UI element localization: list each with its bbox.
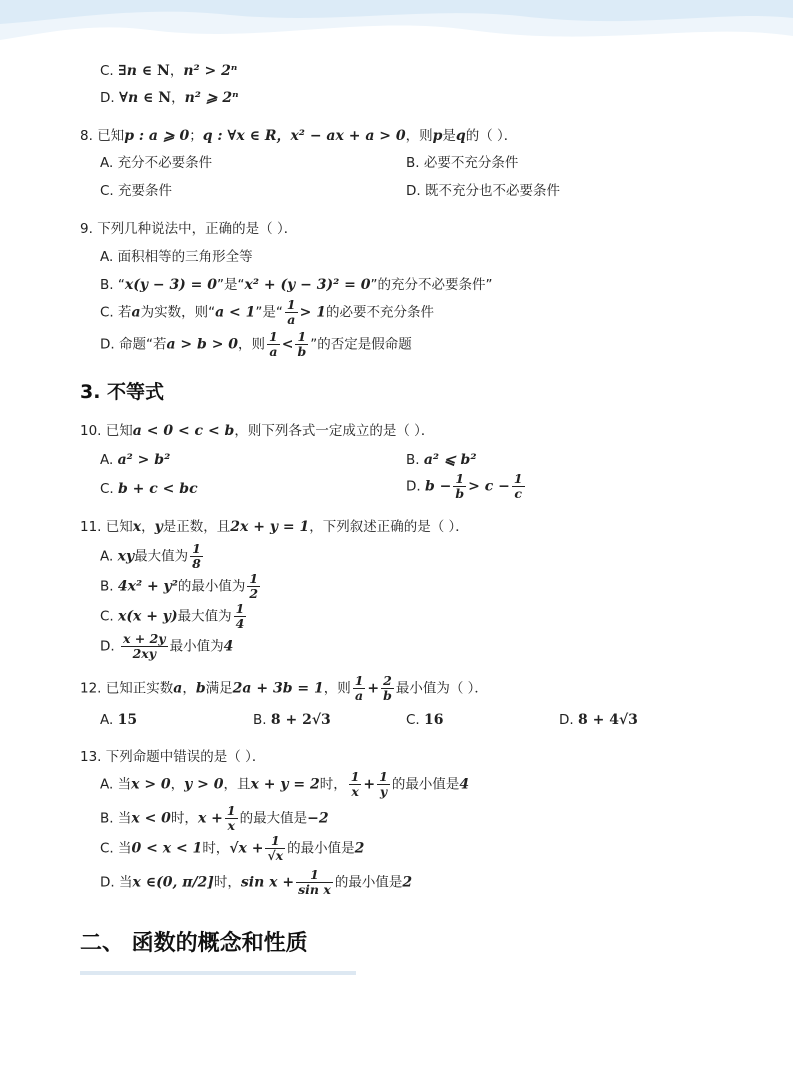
q9-option-c: C. 若a为实数，则“a < 1”是“ $\frac{1}{a}$ > 1的必要不充分条件 [100,297,434,327]
q11-option-b: B. 4x² + y²的最小值为 $\frac{1}{2}$ [100,571,259,601]
fraction: $\frac{1}{a}$ [269,329,278,359]
q11-option-a: A. xy最大值为 $\frac{1}{8}$ [100,541,201,571]
q8-option-d: D. 既不充分也不必要条件 [406,183,560,199]
fraction: $\frac{1}{y}$ [379,769,388,799]
header-wave-banner [0,0,793,58]
fraction: $\frac{1}{2}$ [249,571,259,601]
q10-option-d: D. b − $\frac{1}{b}$ > c − $\frac{1}{c}$ [406,471,523,501]
q9-option-d: D. 命题“若a > b > 0，则 $\frac{1}{a}$ < $\frac{1}{b}$ ”的否定是假命题 [100,329,412,359]
fraction: $\frac{1}{4}$ [235,601,245,631]
q12-option-b: B. 8 + 2√3 [253,712,331,728]
q10-option-b: B. a² ⩽ b² [406,452,477,468]
q9-option-b: B. “x(y − 3) = 0”是“x² + (y − 3)² = 0”的充分不必要条件” [100,277,493,293]
q9-option-a: A. 面积相等的三角形全等 [100,249,253,265]
q7-option-c: C. ∃n ∈ N，n² > 2ⁿ [100,63,238,79]
q11-option-d: D. $\frac{x + 2y}{2xy}$ 最小值为4 [100,631,234,661]
q10-option-a: A. a² > b² [100,452,171,468]
q13-option-d: D. 当x ∈(0, π/2]时，sin x + $\frac{1}{\text{sin x}}$ 的最小值是2 [100,867,413,897]
fraction: $\frac{1}{√x}$ [267,833,284,863]
q12-option-d: D. 8 + 4√3 [559,712,638,728]
q11-stem: 11. 已知x，y是正数，且2x + y = 1，下列叙述正确的是（ ）． [80,519,469,535]
q8-option-c: C. 充要条件 [100,183,173,199]
fraction: $\frac{1}{\text{sin x}}$ [298,867,331,897]
q13-option-b: B. 当x < 0时，x + $\frac{1}{x}$ 的最大值是−2 [100,803,329,833]
chapter-title-functions: 二、 函数的概念和性质 [80,931,308,956]
fraction: $\frac{1}{x}$ [350,769,360,799]
fraction: $\frac{x + 2y}{2xy}$ [122,631,166,661]
fraction: $\frac{1}{x}$ [226,803,236,833]
fraction: $\frac{1}{a}$ [354,673,364,703]
q8-stem: 8. 已知p : a ⩾ 0；q : ∀x ∈ R，x² − ax + a > 0，则p是q的（ ）． [80,128,518,144]
fraction: $\frac{1}{c}$ [513,471,523,501]
fraction: $\frac{2}{b}$ [383,673,392,703]
q13-stem: 13. 下列命题中错误的是（ ）． [80,749,266,765]
q10-stem: 10. 已知a < 0 < c < b，则下列各式一定成立的是（ ）． [80,423,435,439]
q13-option-a: A. 当x > 0，y > 0，且x + y = 2时， $\frac{1}{x}$ + $\frac{1}{y}$ 的最小值是4 [100,769,470,799]
q8-option-b: B. 必要不充分条件 [406,155,519,171]
section-title-inequalities: 3. 不等式 [80,381,165,403]
q12-option-a: A. 15 [100,712,138,728]
fraction: $\frac{1}{8}$ [192,541,201,571]
q10-option-c: C. b + c < bc [100,481,198,497]
q12-option-c: C. 16 [406,712,444,728]
fraction: $\frac{1}{a}$ [286,297,296,327]
q9-stem: 9. 下列几种说法中，正确的是（ ）． [80,221,298,237]
q12-stem: 12. 已知正实数a，b满足2a + 3b = 1，则 $\frac{1}{a}$ + $\frac{2}{b}$ 最小值为（ ）． [80,673,488,703]
fraction: $\frac{1}{b}$ [297,329,307,359]
chapter-underline [80,971,356,975]
q13-option-c: C. 当0 < x < 1时，√x + $\frac{1}{√x}$ 的最小值是2 [100,833,365,863]
fraction: $\frac{1}{b}$ [455,471,465,501]
q8-option-a: A. 充分不必要条件 [100,155,213,171]
q11-option-c: C. x(x + y)最大值为 $\frac{1}{4}$ [100,601,245,631]
q7-option-d: D. ∀n ∈ N，n² ⩾ 2ⁿ [100,90,239,106]
